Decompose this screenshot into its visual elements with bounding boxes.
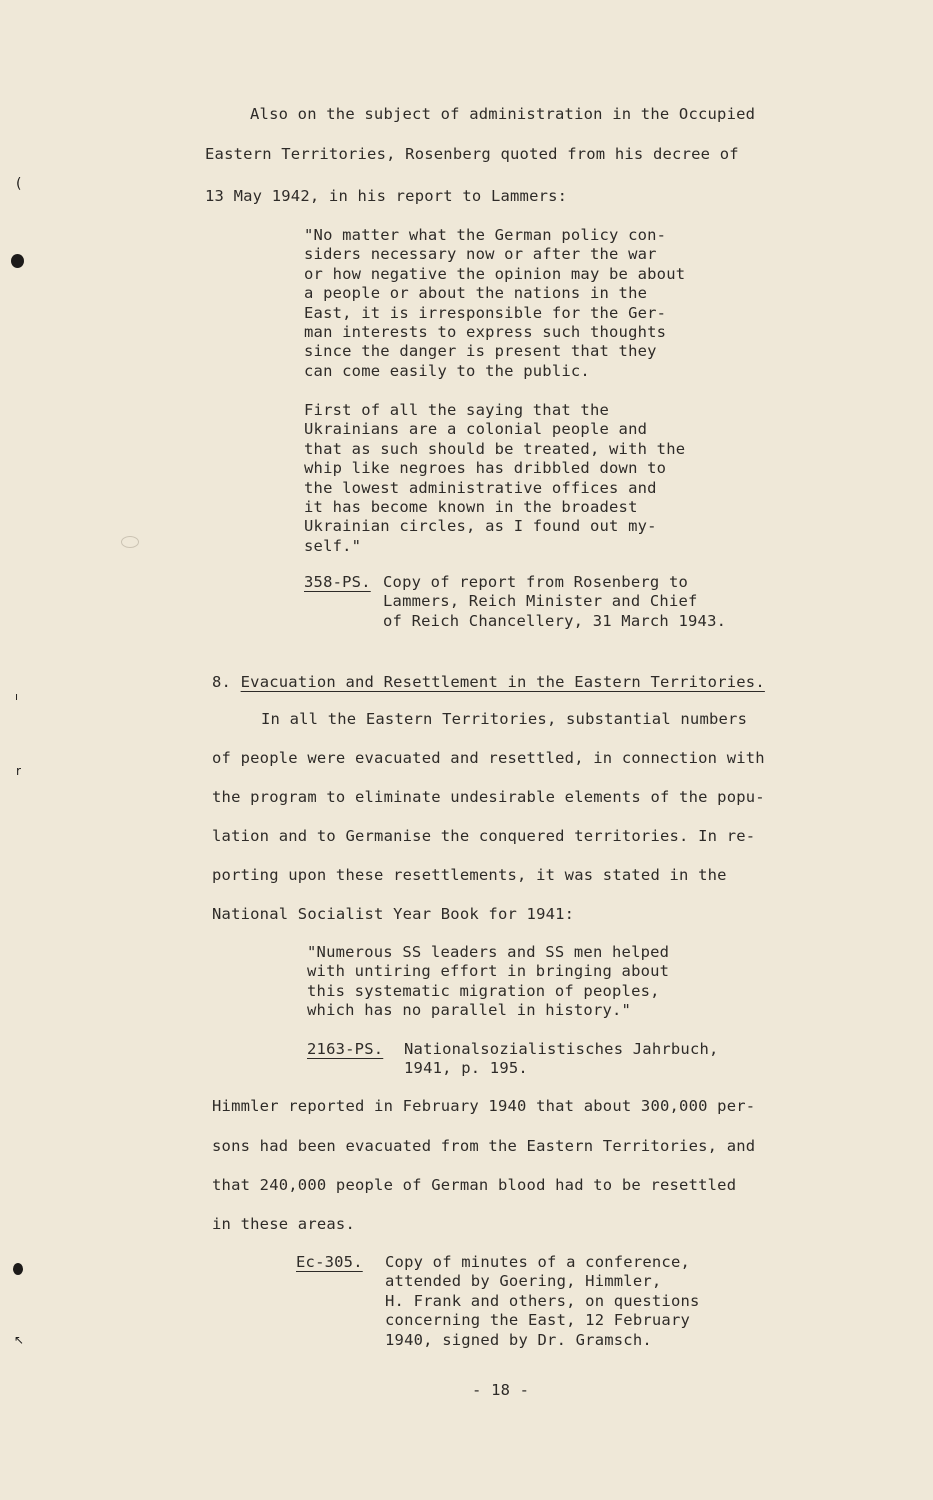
- quote-line: whip like negroes has dribbled down to: [304, 459, 667, 478]
- margin-smudge: [121, 536, 139, 548]
- citation-line: attended by Goering, Himmler,: [385, 1272, 662, 1291]
- paragraph-2-line-6: National Socialist Year Book for 1941:: [212, 905, 575, 923]
- paragraph-2-line-1: In all the Eastern Territories, substantial numbers: [261, 710, 748, 728]
- quote-line: East, it is irresponsible for the Ger-: [304, 303, 667, 322]
- margin-mark-mid: ı: [15, 690, 19, 703]
- quote-line: "No matter what the German policy con-: [304, 226, 667, 244]
- block-quote-3: [307, 943, 669, 1021]
- paragraph-3-line-3: that 240,000 people of German blood had to be resettled: [212, 1176, 737, 1194]
- paragraph-1-line-2: Eastern Territories, Rosenberg quoted from his decree of: [205, 145, 739, 163]
- citation-line: Nationalsozialistisches Jahrbuch,: [404, 1040, 719, 1058]
- paragraph-1-line-1: Also on the subject of administration in the Occupied: [250, 105, 756, 123]
- paragraph-3-line-4: in these areas.: [212, 1215, 355, 1233]
- punch-hole-bottom: [13, 1263, 23, 1275]
- citation-1-number: 358-PS.: [304, 573, 371, 591]
- quote-line: or how negative the opinion may be about: [304, 264, 686, 283]
- citation-1-text: [383, 573, 726, 631]
- quote-line: this systematic migration of peoples,: [307, 981, 660, 1000]
- quote-line: "Numerous SS leaders and SS men helped: [307, 943, 670, 961]
- citation-3-number: Ec-305.: [296, 1253, 363, 1271]
- margin-mark-bottom: ↖: [14, 1333, 25, 1347]
- paragraph-3-line-2: sons had been evacuated from the Eastern Territories, and: [212, 1137, 756, 1155]
- quote-line: since the danger is present that they: [304, 342, 657, 361]
- paragraph-3-line-1: Himmler reported in February 1940 that about 300,000 per-: [212, 1097, 756, 1115]
- quote-line: can come easily to the public.: [304, 361, 590, 380]
- quote-line: First of all the saying that the: [304, 401, 610, 419]
- quote-line: a people or about the nations in the: [304, 284, 648, 303]
- citation-line: of Reich Chancellery, 31 March 1943.: [383, 611, 727, 630]
- citation-line: 1941, p. 195.: [404, 1059, 528, 1078]
- quote-line: with untiring effort in bringing about: [307, 962, 670, 981]
- paragraph-1-line-3: 13 May 1942, in his report to Lammers:: [205, 187, 568, 205]
- citation-line: Copy of report from Rosenberg to: [383, 573, 689, 591]
- margin-mark-top: (: [16, 176, 22, 192]
- citation-line: Lammers, Reich Minister and Chief: [383, 592, 698, 611]
- quote-line: which has no parallel in history.": [307, 1001, 632, 1020]
- page-number: - 18 -: [472, 1381, 530, 1399]
- paragraph-2-line-4: lation and to Germanise the conquered territories. In re-: [212, 827, 756, 845]
- section-title: Evacuation and Resettlement in the Eastern Territories.: [240, 673, 765, 691]
- quote-line: the lowest administrative offices and: [304, 478, 657, 497]
- punch-hole-top: [11, 254, 24, 268]
- citation-2-number: 2163-PS.: [307, 1040, 384, 1058]
- block-quote-2: [304, 401, 685, 556]
- margin-mark-lower: r: [16, 764, 21, 778]
- quote-line: that as such should be treated, with the: [304, 439, 686, 458]
- quote-line: man interests to express such thoughts: [304, 323, 667, 342]
- citation-line: 1940, signed by Dr. Gramsch.: [385, 1330, 652, 1349]
- section-heading: [212, 673, 765, 691]
- section-number: 8.: [212, 673, 232, 691]
- citation-line: Copy of minutes of a conference,: [385, 1253, 691, 1271]
- paragraph-2-line-5: porting upon these resettlements, it was stated in the: [212, 866, 727, 884]
- citation-line: concerning the East, 12 February: [385, 1311, 691, 1330]
- quote-line: self.": [304, 536, 362, 555]
- quote-line: siders necessary now or after the war: [304, 245, 657, 264]
- paragraph-2-line-2: of people were evacuated and resettled, in connection with: [212, 749, 765, 767]
- citation-3-text: [385, 1253, 700, 1350]
- quote-line: Ukrainians are a colonial people and: [304, 420, 648, 439]
- quote-line: it has become known in the broadest: [304, 498, 638, 517]
- paragraph-2-line-3: the program to eliminate undesirable elements of the popu-: [212, 788, 765, 806]
- citation-line: H. Frank and others, on questions: [385, 1291, 700, 1310]
- citation-2-text: [404, 1040, 719, 1079]
- quote-line: Ukrainian circles, as I found out my-: [304, 517, 657, 536]
- block-quote-1: [304, 226, 685, 381]
